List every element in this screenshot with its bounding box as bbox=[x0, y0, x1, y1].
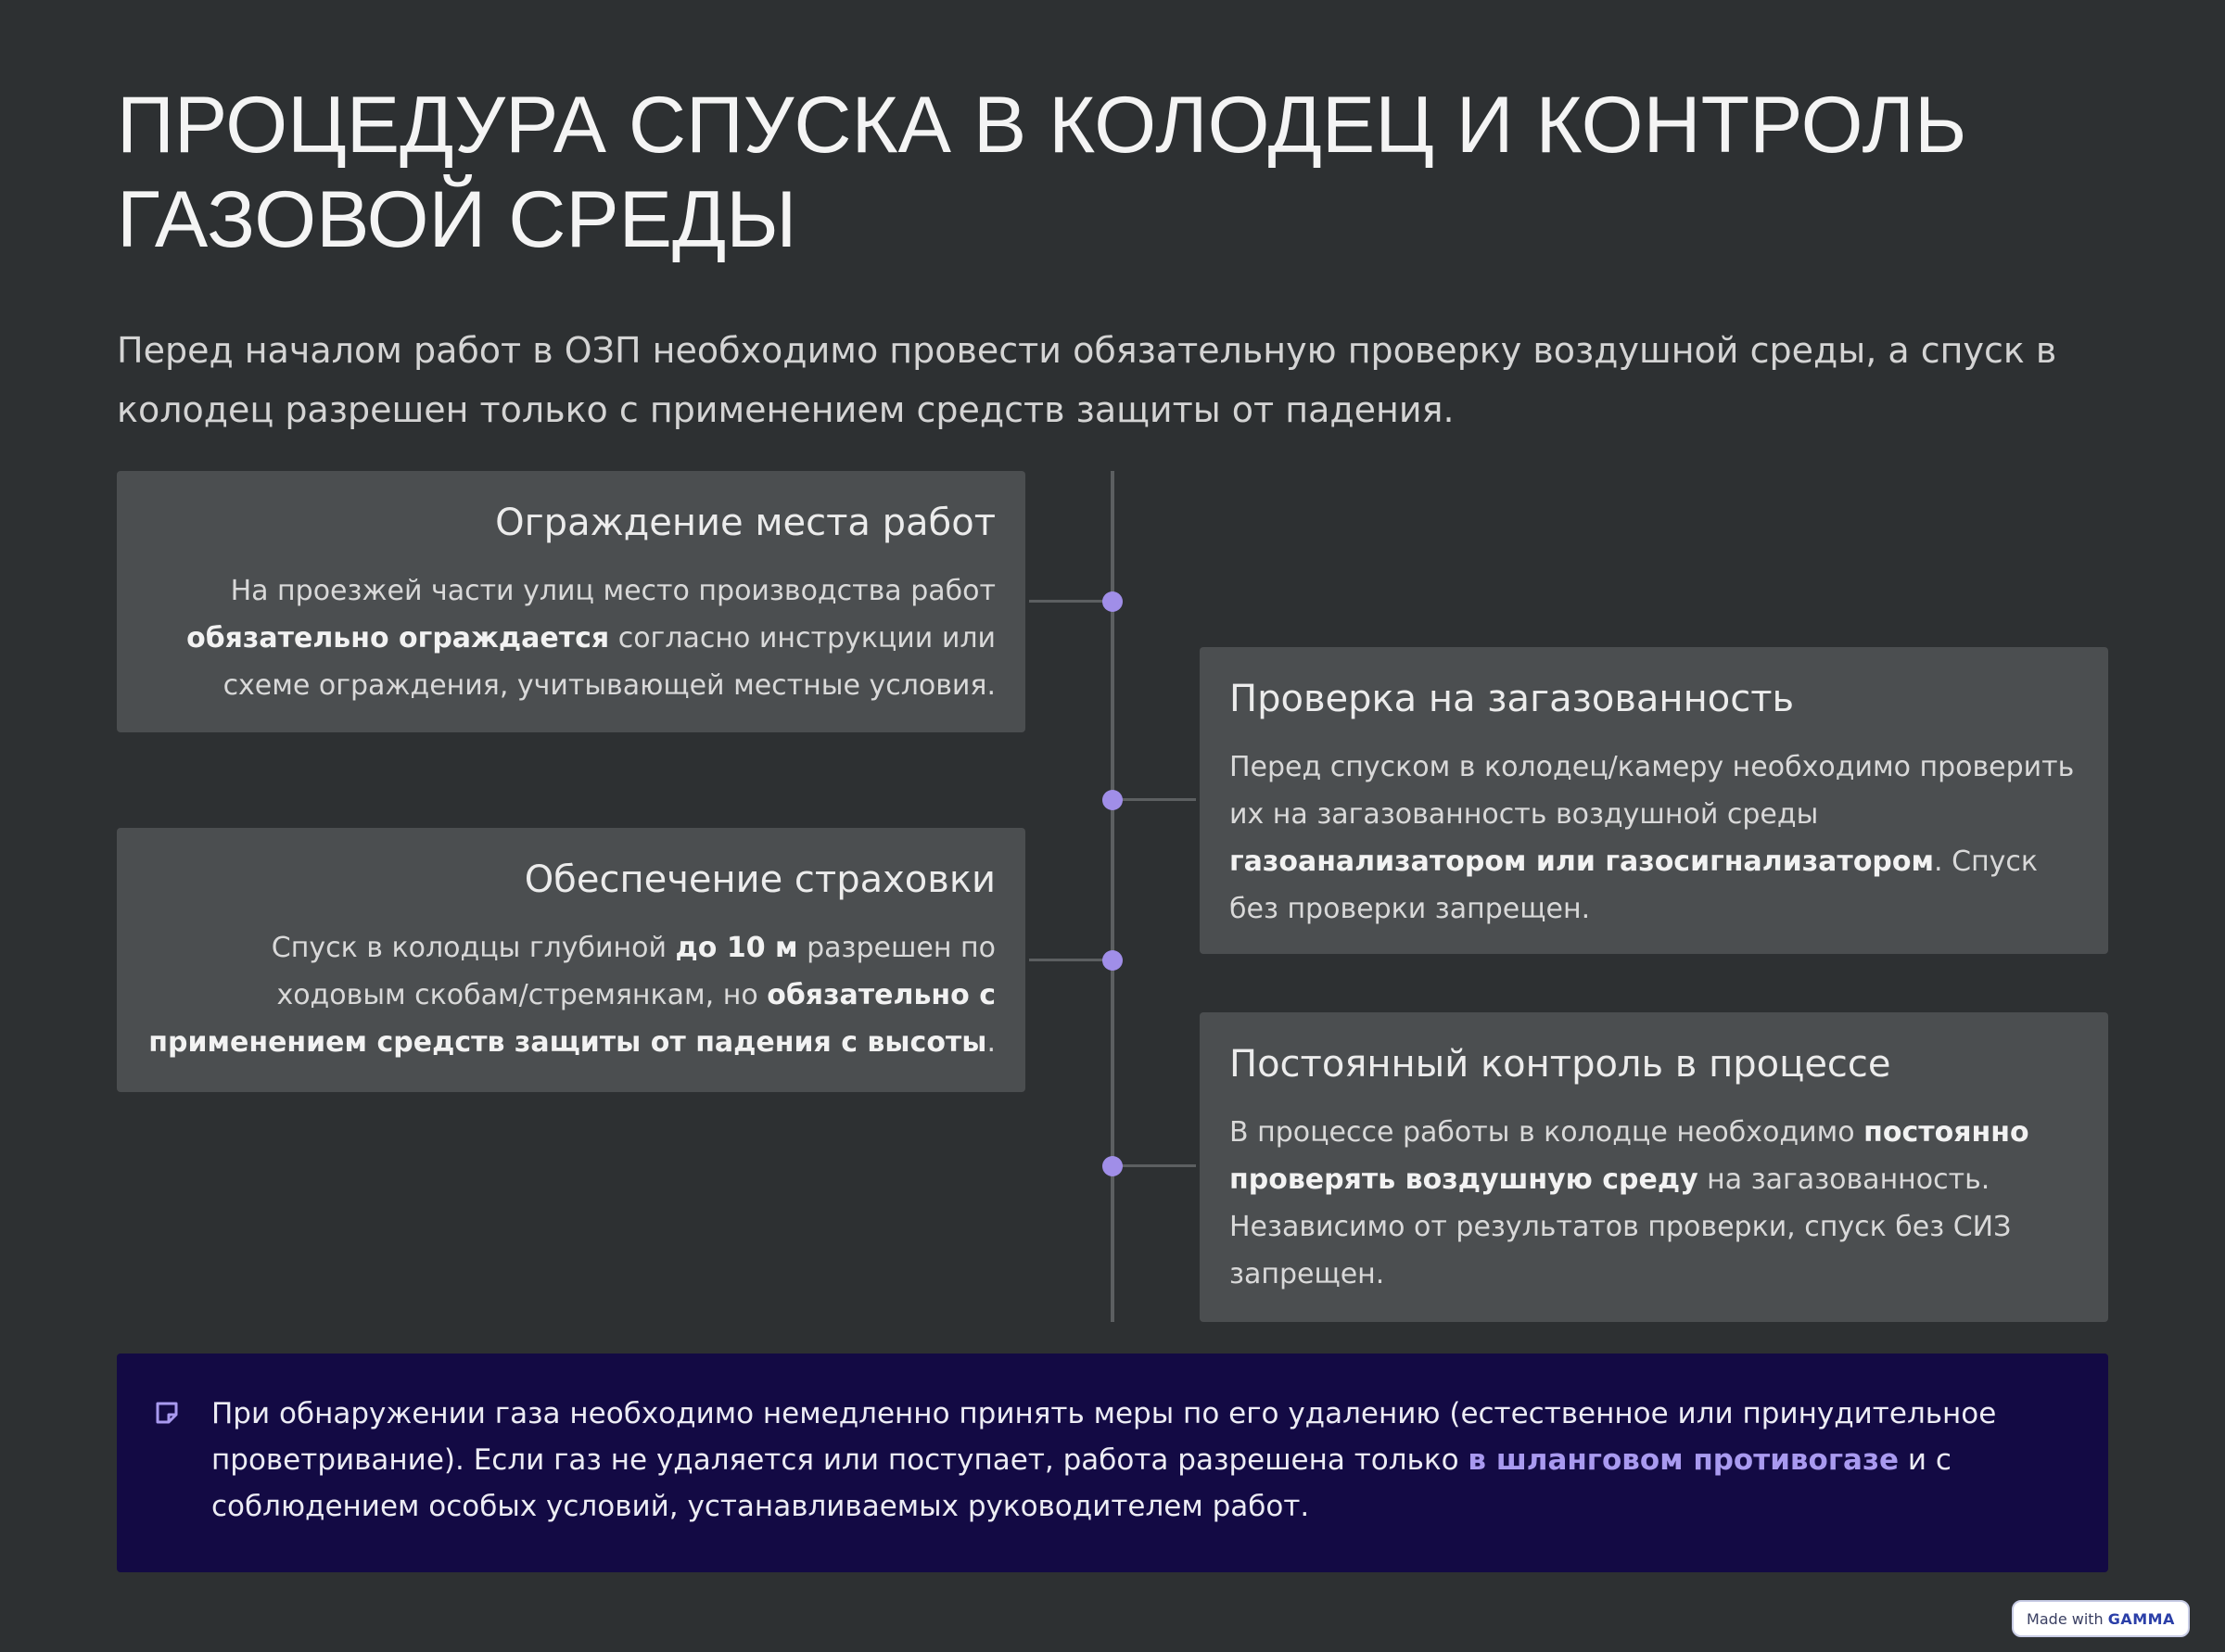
timeline-dot bbox=[1102, 1156, 1123, 1176]
timeline-connector bbox=[1029, 600, 1112, 603]
card-body: Спуск в колодцы глубиной до 10 м разрешен по ходовым скобам/стремянкам, но обязательно с применением средств защиты от падения с высоты. bbox=[148, 932, 996, 1059]
card-title: Ограждение места работ bbox=[495, 502, 996, 544]
intro-paragraph: Перед началом работ в ОЗП необходимо провести обязательную проверку воздушной среды, а спуск в колодец разрешен только с применением средств защиты от падения. bbox=[117, 330, 2057, 430]
warning-callout bbox=[117, 1353, 2108, 1572]
card-title: Проверка на загазованность bbox=[1229, 678, 1795, 720]
page-title: ПРОЦЕДУРА СПУСКА В КОЛОДЕЦ И КОНТРОЛЬ ГАЗОВОЙ СРЕДЫ bbox=[117, 81, 1967, 264]
card-title: Постоянный контроль в процессе bbox=[1229, 1043, 1891, 1086]
timeline-dot bbox=[1102, 950, 1123, 971]
card-body: В процессе работы в колодце необходимо постоянно проверять воздушную среду на загазованность. Независимо от результатов проверки, спуск без СИЗ запрещен. bbox=[1229, 1116, 2029, 1290]
timeline-card-fencing bbox=[117, 471, 1025, 732]
timeline-card-gas-check bbox=[1200, 647, 2108, 954]
gamma-logo: GAMMA bbox=[2107, 1609, 2175, 1628]
timeline-connector bbox=[1029, 959, 1112, 961]
timeline-card-safety-harness bbox=[117, 828, 1025, 1092]
timeline-connector bbox=[1112, 798, 1196, 801]
note-icon bbox=[154, 1400, 180, 1426]
card-title: Обеспечение страховки bbox=[524, 858, 996, 901]
timeline-dot bbox=[1102, 591, 1123, 612]
callout-text: При обнаружении газа необходимо немедленно принять меры по его удалению (естественное или принудительное проветривание). Если газ не удаляется или поступает, работа разрешена только в шланговом противогазе и с соблюдением особых условий, устанавливаемых руководителем работ. bbox=[211, 1397, 1997, 1523]
card-body: Перед спуском в колодец/камеру необходимо проверить их на загазованность воздушной среды газоанализатором или газосигнализатором. Спуск без проверки запрещен. bbox=[1229, 751, 2075, 925]
badge-prefix: Made with bbox=[2027, 1609, 2104, 1628]
made-with-gamma-badge[interactable] bbox=[2012, 1600, 2190, 1637]
timeline-connector bbox=[1112, 1164, 1196, 1167]
timeline-dot bbox=[1102, 790, 1123, 810]
timeline-card-continuous-control bbox=[1200, 1012, 2108, 1322]
card-body: На проезжей части улиц место производства работ обязательно ограждается согласно инструкции или схеме ограждения, учитывающей местные условия. bbox=[186, 575, 996, 702]
